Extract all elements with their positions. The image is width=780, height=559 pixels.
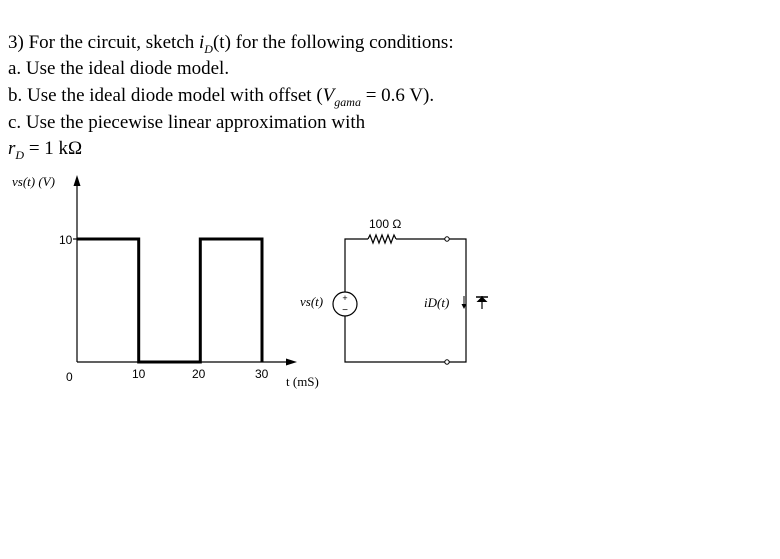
condition-c: c. Use the piecewise linear approximation with [8, 112, 366, 133]
current-label: iD(t) [424, 295, 450, 310]
y-axis-label: vs(t) (V) [12, 174, 55, 189]
condition-a: a. Use the ideal diode model. [8, 58, 230, 79]
circuit-schematic [300, 217, 488, 364]
y-tick-label: 10 [59, 233, 73, 247]
question-text: 3) For the circuit, sketch [8, 32, 200, 53]
waveform-line [77, 239, 262, 362]
wire-bottom [345, 316, 445, 362]
y-axis-arrow [74, 175, 81, 186]
condition-b-text: b. Use the ideal diode model with offset ( [8, 85, 323, 106]
terminal-top-left [445, 237, 449, 241]
terminal-bottom-left [445, 360, 449, 364]
resistor-label: 100 Ω [369, 217, 402, 231]
x-tick-label: 0 [66, 370, 73, 384]
x-tick-label: 30 [255, 367, 269, 381]
source-plus: + [342, 293, 348, 303]
x-tick-label: 20 [192, 367, 206, 381]
resistor-symbol [368, 235, 396, 243]
x-tick-label: 10 [132, 367, 146, 381]
rd-subscript: D [15, 147, 25, 162]
source-minus: − [342, 305, 348, 316]
wire-left-top [345, 239, 368, 292]
vgama-symbol: V [322, 85, 335, 106]
wire-right [449, 239, 466, 362]
time-argument: (t) [212, 32, 231, 53]
condition-b-suffix: = 0.6 V). [360, 85, 435, 106]
x-axis-arrow [286, 359, 297, 366]
current-symbol: i [199, 32, 205, 53]
rd-symbol: r [8, 138, 16, 159]
rd-value: = 1 kΩ [24, 138, 83, 159]
question-text-suffix: for the following conditions: [230, 32, 454, 53]
vgama-subscript: gama [334, 94, 361, 109]
current-subscript: D [204, 41, 213, 56]
waveform-plot [12, 174, 319, 389]
x-axis-label: t (mS) [286, 374, 319, 389]
source-label: vs(t) [300, 294, 324, 309]
